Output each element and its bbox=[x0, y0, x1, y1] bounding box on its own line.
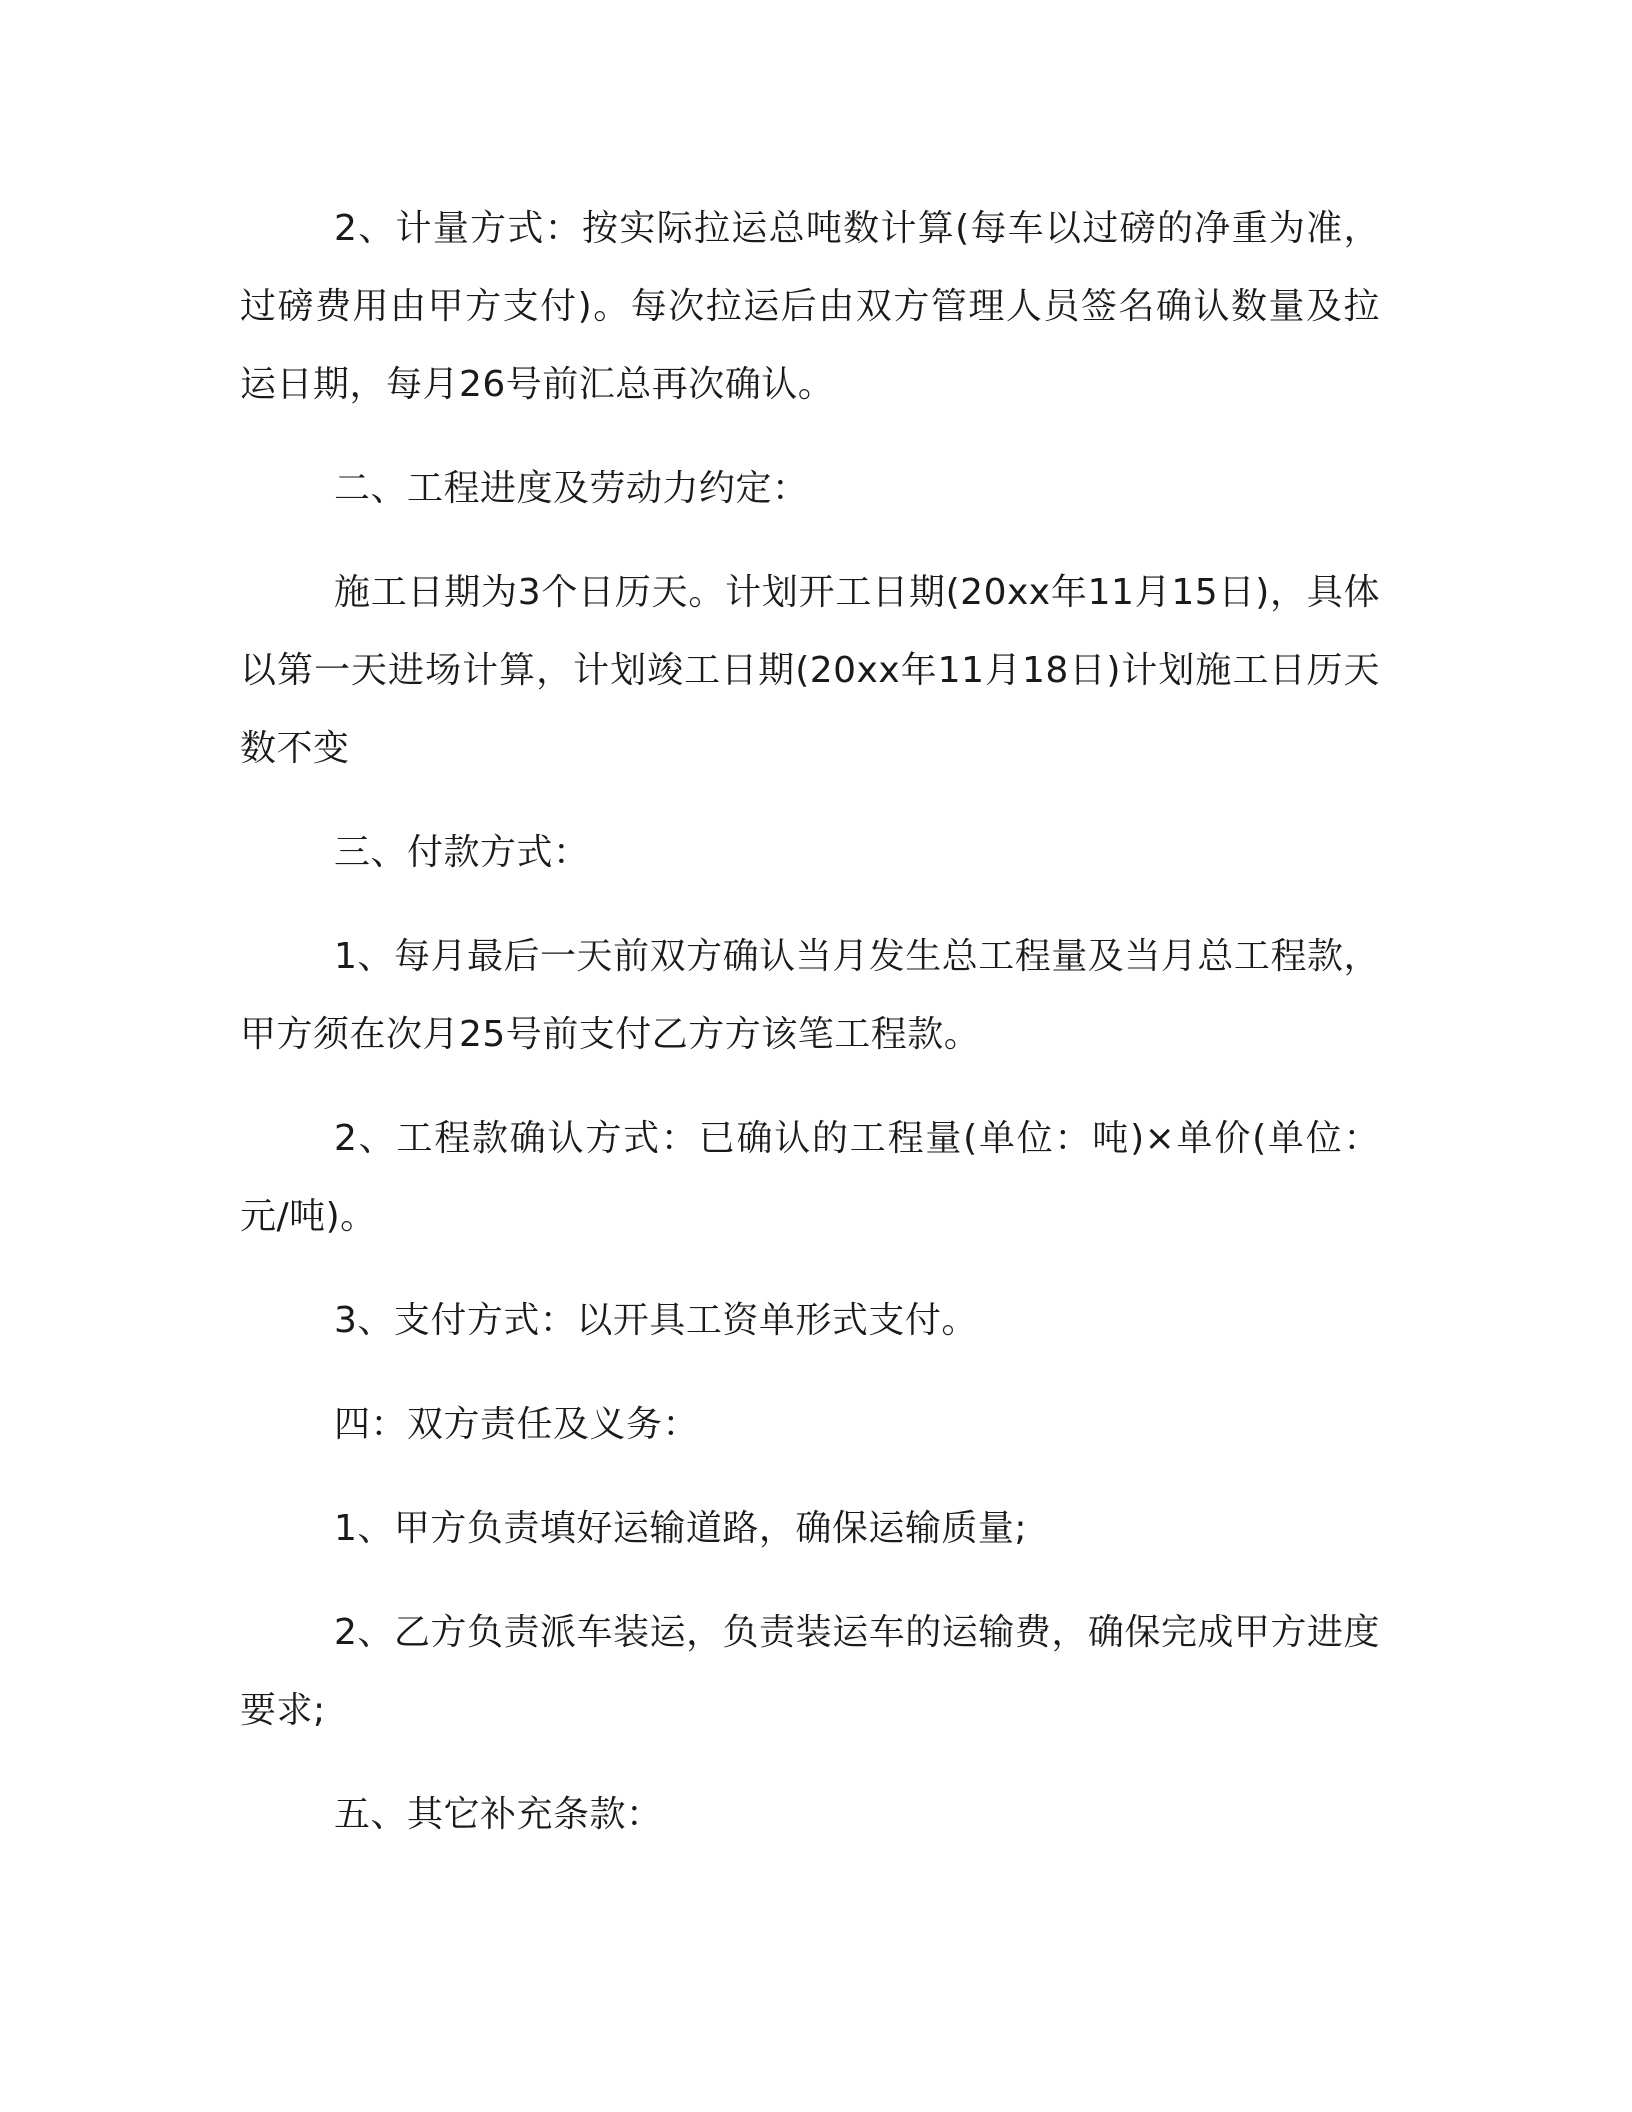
section-heading-supplementary-terms: 五、其它补充条款： bbox=[334, 1794, 663, 1835]
clause-construction-dates: 施工日期为3个日历天。计划开工日期(20xx年11月15日)，具体以第一天进场计算，计划竣工日期(20xx年11月18日)计划施工日历天数不变 bbox=[240, 572, 1380, 769]
document-body bbox=[240, 190, 1380, 1854]
clause-party-b-duty: 2、乙方负责派车装运，负责装运车的运输费，确保完成甲方进度要求; bbox=[240, 1612, 1380, 1731]
clause-payment-form: 3、支付方式：以开具工资单形式支付。 bbox=[334, 1300, 978, 1341]
clause-measurement-method: 2、计量方式：按实际拉运总吨数计算(每车以过磅的净重为准，过磅费用由甲方支付)。每次拉运后由双方管理人员签名确认数量及拉运日期，每月26号前汇总再次确认。 bbox=[240, 208, 1380, 405]
section-heading-payment-method: 三、付款方式： bbox=[334, 832, 590, 873]
section-heading-schedule-labor: 二、工程进度及劳动力约定： bbox=[334, 468, 809, 509]
section-heading-responsibilities: 四：双方责任及义务： bbox=[334, 1404, 700, 1445]
clause-monthly-payment: 1、每月最后一天前双方确认当月发生总工程量及当月总工程款，甲方须在次月25号前支付乙方方该笔工程款。 bbox=[240, 936, 1380, 1055]
clause-payment-confirmation: 2、工程款确认方式：已确认的工程量(单位：吨)×单价(单位：元/吨)。 bbox=[240, 1118, 1380, 1237]
clause-party-a-duty: 1、甲方负责填好运输道路，确保运输质量; bbox=[334, 1508, 1028, 1549]
